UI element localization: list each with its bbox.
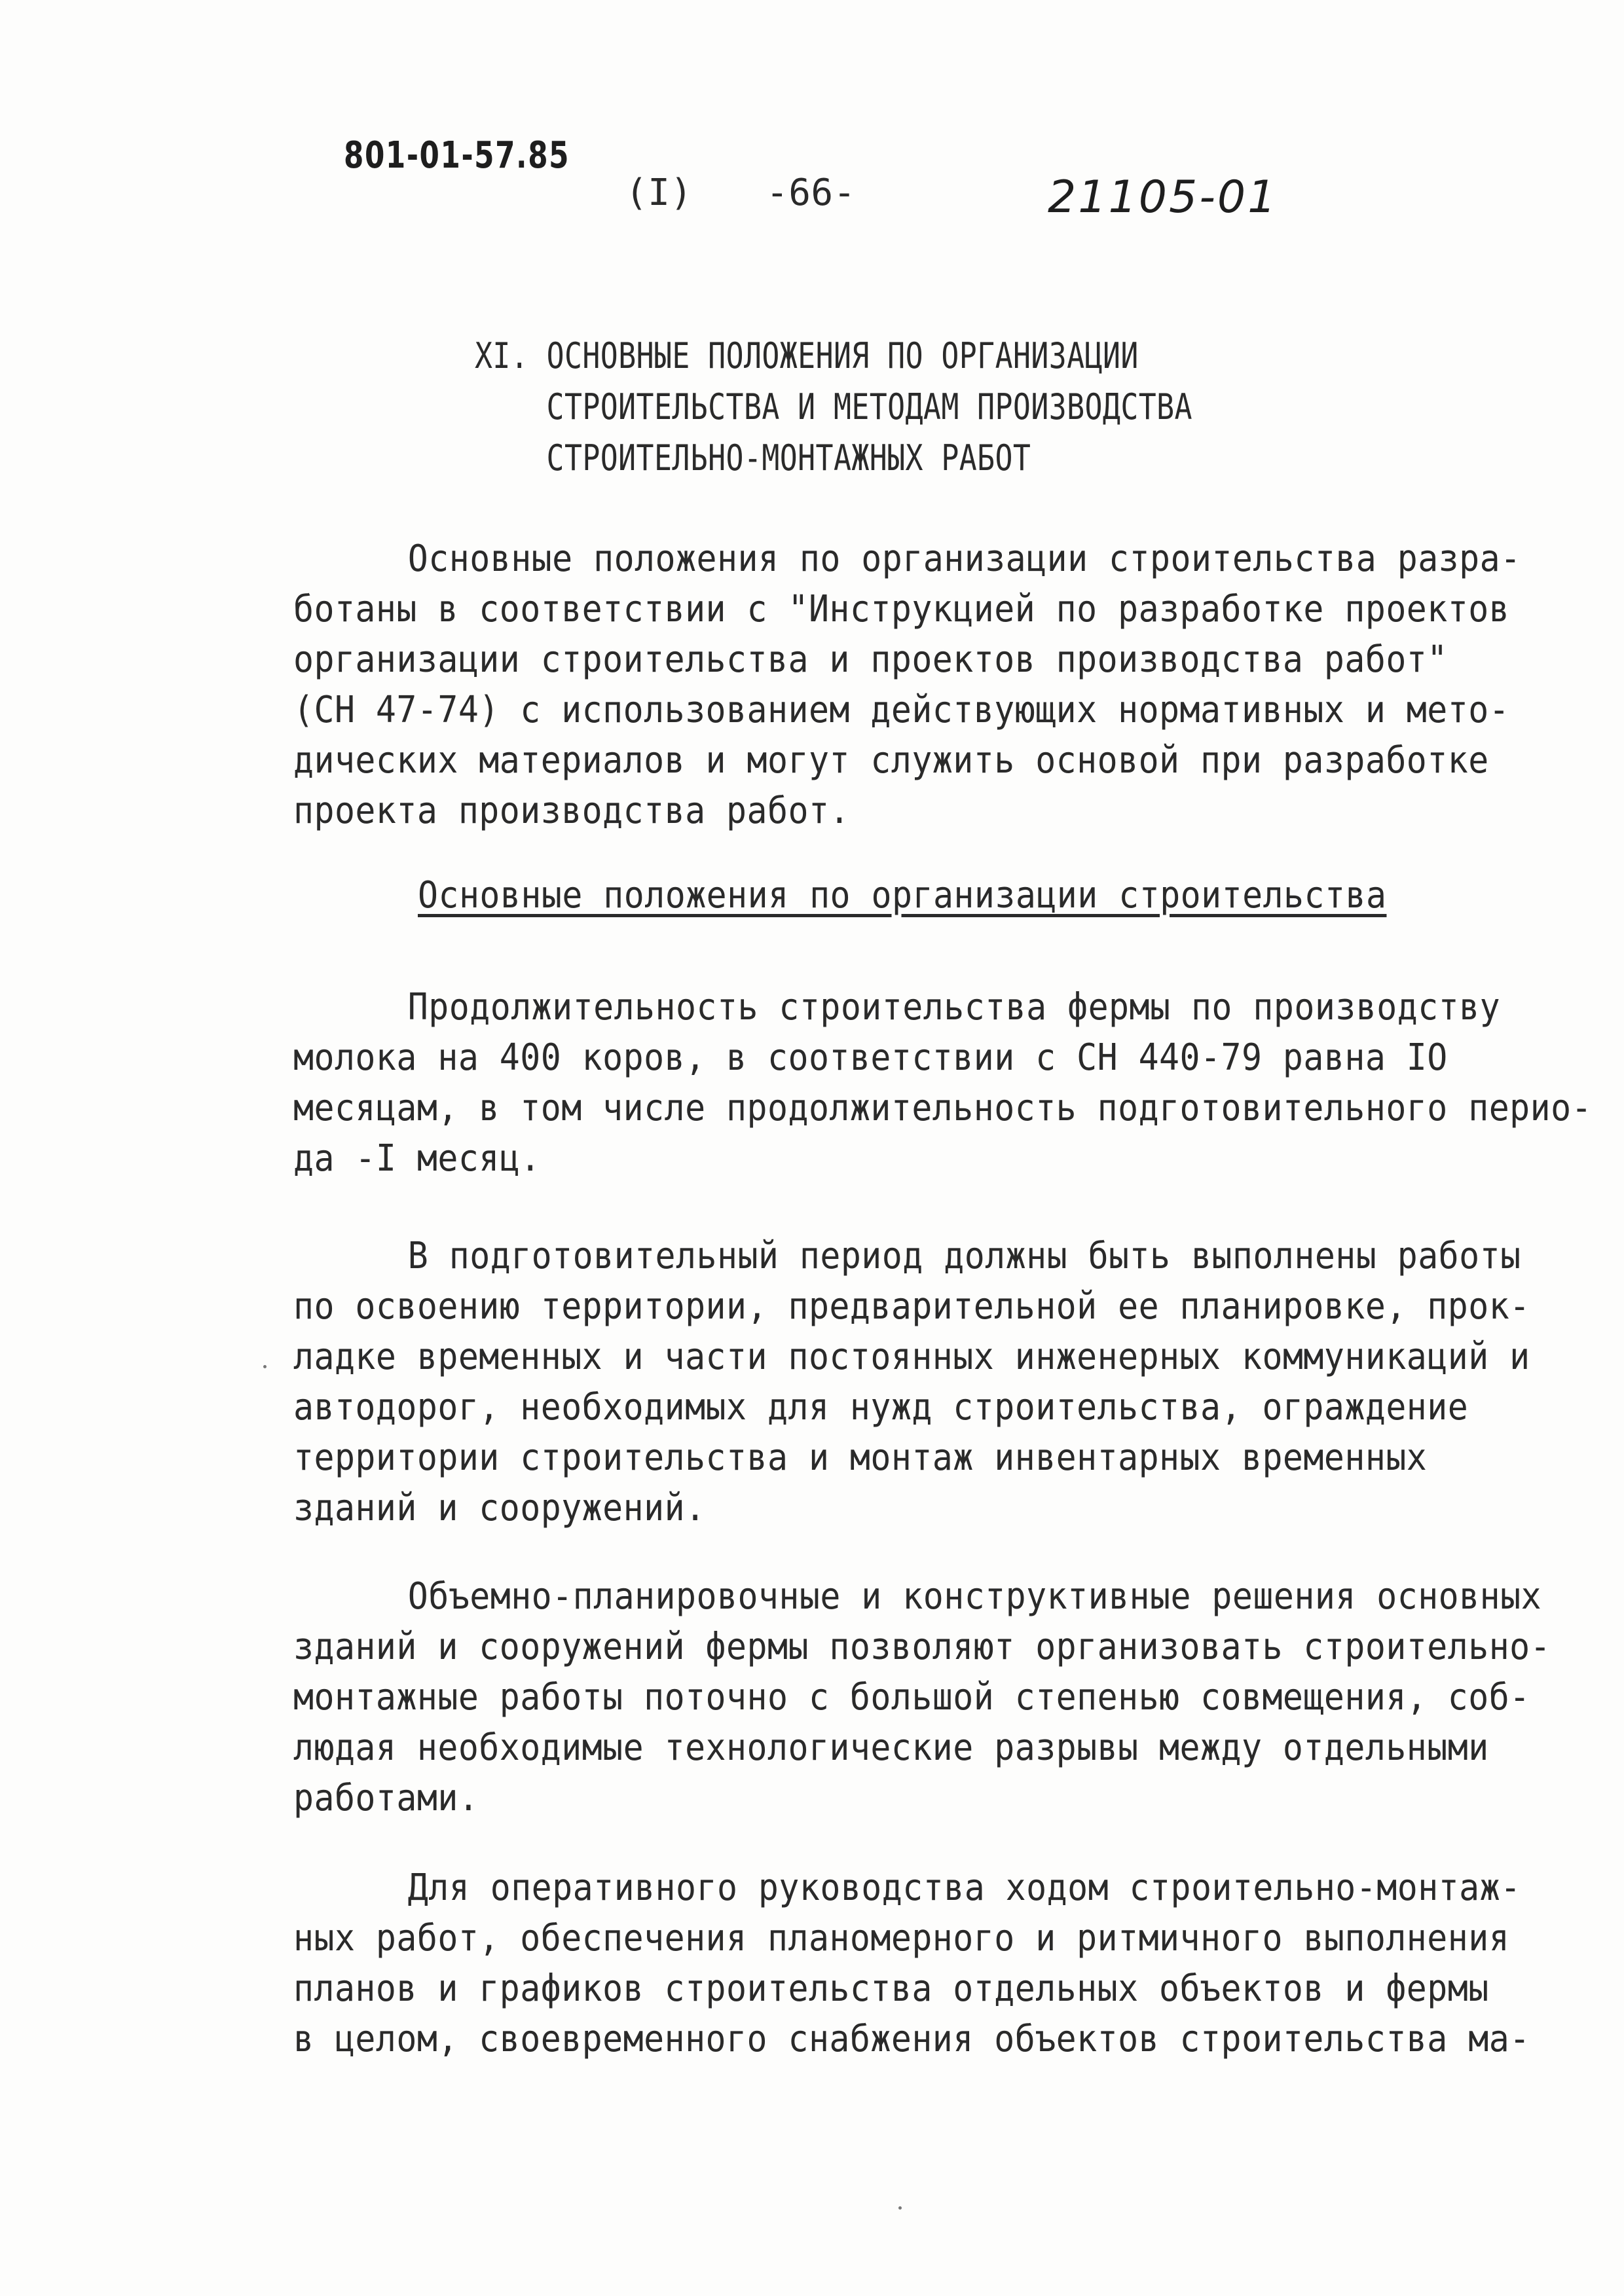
text-line: ладке временных и части постоянных инженерных коммуникаций и (293, 1336, 1530, 1378)
duration-paragraph (293, 982, 1593, 1184)
text-line: Основные положения по организации строительства разра- (407, 538, 1521, 580)
document-code: 21105-01 (1048, 172, 1278, 223)
text-line: в целом, своевременного снабжения объектов строительства ма- (293, 2018, 1530, 2060)
scan-speck (263, 1365, 267, 1368)
heading-line: СТРОИТЕЛЬСТВА И МЕТОДАМ ПРОИЗВОДСТВА (546, 386, 1192, 428)
project-designation: 801-01-57.85 (344, 134, 570, 177)
text-line: ботаны в соответствии с "Инструкцией по разработке проектов (293, 588, 1510, 630)
text-line: территории строительства и монтаж инвентарных временных (293, 1436, 1428, 1479)
text-line: месяцам, в том числе продолжительность подготовительного перио- (293, 1087, 1593, 1129)
text-line: зданий и сооружений фермы позволяют организовать строительно- (293, 1626, 1551, 1668)
text-line: Продолжительность строительства фермы по производству (407, 986, 1501, 1029)
text-line: (СН 47-74) с использованием действующих нормативных и мето- (293, 689, 1510, 731)
page-number: -66- (766, 172, 856, 214)
text-line: зданий и сооружений. (293, 1487, 706, 1529)
section-heading (475, 331, 1333, 484)
solutions-paragraph (293, 1571, 1551, 1823)
subsection-heading: Основные положения по организации строительства (418, 874, 1387, 917)
text-line: по освоению территории, предварительной ее планировке, прок- (293, 1285, 1530, 1328)
text-line: людая необходимые технологические разрывы между отдельными (293, 1726, 1489, 1769)
text-line: ных работ, обеспечения планомерного и ритмичного выполнения (293, 1917, 1510, 1959)
text-line: монтажные работы поточно с большой степенью совмещения, соб- (293, 1676, 1530, 1719)
management-paragraph (293, 1863, 1530, 2064)
text-line: дических материалов и могут служить основой при разработке (293, 739, 1489, 782)
scan-speck (898, 2206, 902, 2210)
text-line: организации строительства и проектов производства работ" (293, 638, 1448, 681)
sheet-mark: (I) (625, 172, 693, 214)
text-line: В подготовительный период должны быть выполнены работы (407, 1235, 1521, 1277)
heading-line: XI. ОСНОВНЫЕ ПОЛОЖЕНИЯ ПО ОРГАНИЗАЦИИ (475, 335, 1139, 376)
text-line: планов и графиков строительства отдельных объектов и фермы (293, 1967, 1489, 2010)
heading-line: СТРОИТЕЛЬНО-МОНТАЖНЫХ РАБОТ (546, 437, 1031, 479)
text-line: Для оперативного руководства ходом строительно-монтаж- (407, 1867, 1521, 1909)
text-line: молока на 400 коров, в соответствии с СН 440-79 равна IO (293, 1036, 1448, 1079)
preparatory-paragraph (293, 1231, 1530, 1533)
text-line: проекта производства работ. (293, 790, 850, 832)
text-line: да -I месяц. (293, 1137, 541, 1180)
text-line: работами. (293, 1777, 479, 1819)
text-line: автодорог, необходимых для нужд строительства, ограждение (293, 1386, 1469, 1429)
text-line: Объемно-планировочные и конструктивные решения основных (407, 1575, 1542, 1618)
intro-paragraph (293, 534, 1521, 836)
